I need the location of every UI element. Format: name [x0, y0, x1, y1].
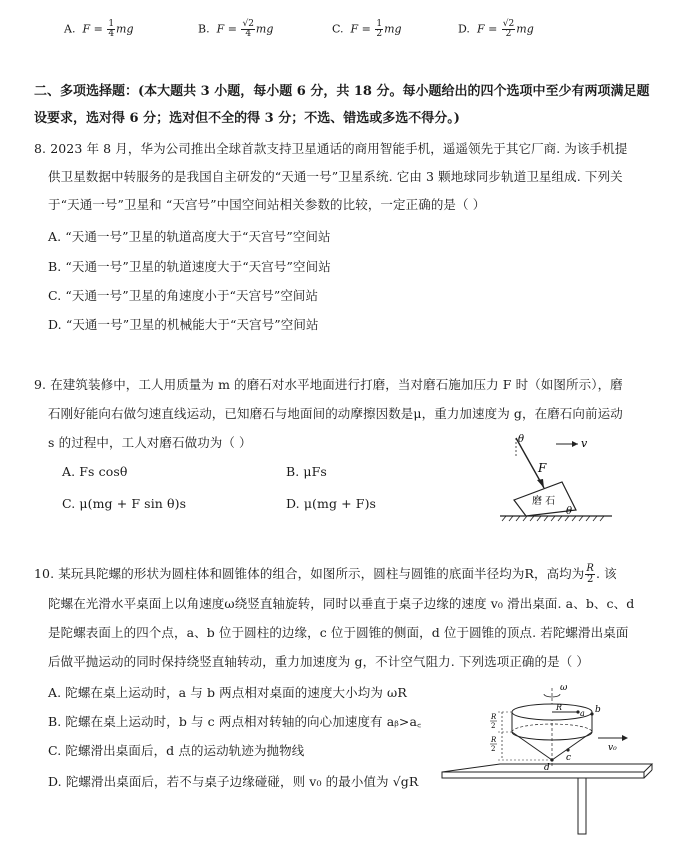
q8-option-d: D. “天通一号”卫星的机械能大于“天宫号”空间站 [48, 317, 319, 332]
svg-text:2: 2 [491, 722, 496, 730]
q8-stem-line3: 于“天通一号”卫星和 “天宫号”中国空间站相关参数的比较，一定正确的是（ ） [48, 197, 486, 212]
q7-option-c: C. F = $\frac{1}{2}$ mg [332, 19, 402, 39]
q8-option-c: C. “天通一号”卫星的角速度小于“天宫号”空间站 [48, 288, 319, 303]
v-label: v [581, 437, 588, 450]
velocity-arrow [572, 441, 578, 447]
omega-label: ω [560, 683, 568, 693]
q9-option-c: C. μ(mg + F sin θ)s [62, 496, 187, 511]
stone-label: 磨 石 [532, 496, 556, 507]
q9-stem-line1: 9. 在建筑装修中，工人用质量为 m 的磨石对水平地面进行打磨，当对磨石施加压力 F 时（如图所示），磨 [34, 377, 623, 392]
q10-stem-line4: 后做平抛运动的同时保持绕竖直轴转动，重力加速度为 g，不计空气阻力. 下列选项正确的是（ ） [48, 654, 589, 669]
point-a-label: a [580, 709, 585, 718]
point-c-label: c [566, 753, 572, 763]
q7-option-d: D. F = $\frac{√2}{2}$ mg [458, 19, 534, 39]
q9-stem-line3: s 的过程中，工人对磨石做功为（ ） [48, 435, 252, 450]
q9-option-d: D. μ(mg + F)s [286, 496, 377, 511]
q8-option-a: A. “天通一号”卫星的轨道高度大于“天宫号”空间站 [48, 229, 331, 244]
q10-option-c: C. 陀螺滑出桌面后，d 点的运动轨迹为抛物线 [48, 743, 305, 758]
point-b-label: b [595, 705, 601, 715]
section-heading-line2: 设要求，选对得 6 分；选对但不全的得 3 分；不选、错选或多选不得分。) [34, 111, 460, 126]
svg-text:R: R [491, 713, 497, 721]
q8-stem-line2: 供卫星数据中转服务的是我国自主研发的“天通一号”卫星系统. 它由 3 颗地球同步轨道卫星组成. 下列关 [48, 169, 623, 184]
svg-text:R: R [491, 736, 497, 744]
q8-option-b: B. “天通一号”卫星的轨道速度大于“天宫号”空间站 [48, 259, 331, 274]
theta-label-bottom: θ [566, 506, 573, 517]
v0-label: v₀ [608, 743, 617, 753]
q9-grindstone-figure [496, 428, 616, 526]
radius-label: R [556, 703, 563, 712]
q9-option-b: B. μFs [286, 464, 327, 479]
q10-option-d: D. 陀螺滑出桌面后，若不与桌子边缘碰碰，则 v₀ 的最小值为 √gR [48, 774, 419, 789]
q9-stem-line2: 石刚好能向右做匀速直线运动，已知磨石与地面间的动摩擦因数是μ，重力加速度为 g，在磨石向前运动 [48, 406, 623, 421]
point-d-label: d [544, 763, 550, 773]
q7-option-b: B. F = $\frac{√2}{4}$ mg [198, 19, 274, 39]
q10-stem-line1: 10. 某玩具陀螺的形状为圆柱体和圆锥体的组合，如图所示，圆柱与圆锥的底面半径均为R，高均为 $\frac{R}{2}$ . 该 [34, 563, 617, 585]
svg-text:2: 2 [491, 745, 496, 753]
theta-label-top: θ [518, 434, 525, 445]
q8-stem-line1: 8. 2023 年 8 月，华为公司推出全球首款支持卫星通话的商用智能手机，遥遥领先于其它厂商. 为该手机提 [34, 141, 628, 156]
v0-arrow [622, 735, 628, 741]
q10-top-figure [440, 680, 662, 840]
q10-stem-line2: 陀螺在光滑水平桌面上以角速度ω绕竖直轴旋转，同时以垂直于桌子边缘的速度 v₀ 滑出桌面. a、b、c、d [48, 596, 635, 611]
q10-option-a: A. 陀螺在桌上运动时，a 与 b 两点相对桌面的速度大小均为 ωR [48, 685, 407, 700]
q10-stem-line3: 是陀螺表面上的四个点，a、b 位于圆柱的边缘，c 位于圆锥的侧面，d 位于圆锥的顶点. 若陀螺滑出桌面 [48, 625, 629, 640]
q9-option-a: A. Fs cosθ [62, 464, 128, 479]
F-label: F [538, 461, 547, 475]
section-heading-line1: 二、多项选择题：(本大题共 3 小题，每小题 6 分，共 18 分。每小题给出的四个选项中至少有两项满足题 [34, 84, 650, 99]
q7-option-a: A. F = $\frac{1}{4}$ mg [64, 19, 134, 39]
q10-option-b: B. 陀螺在桌上运动时，b 与 c 两点相对转轴的向心加速度有 aᵦ>a꜀ [48, 714, 422, 729]
